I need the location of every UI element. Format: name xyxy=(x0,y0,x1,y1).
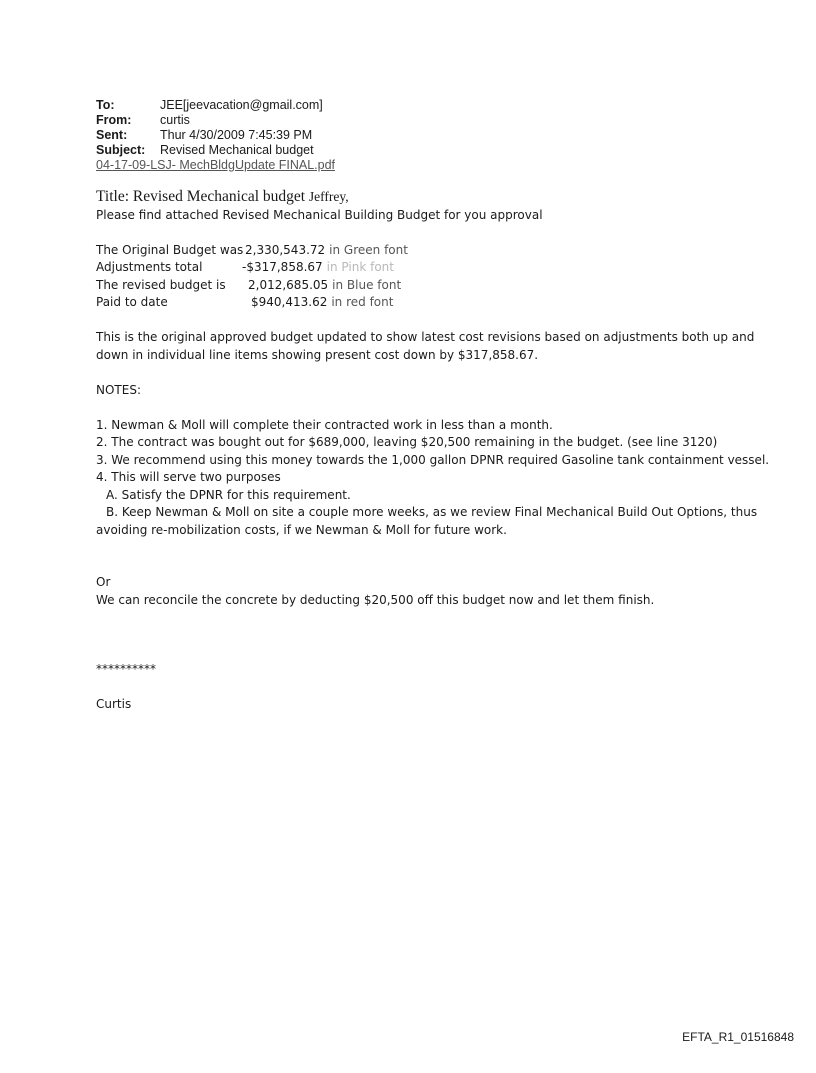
attachment-link[interactable]: 04-17-09-LSJ- MechBldgUpdate FINAL.pdf xyxy=(96,158,336,172)
budget-row-revised xyxy=(96,277,776,295)
budget-label: Paid to date xyxy=(96,295,168,309)
budget-amount: 2,330,543.72 xyxy=(245,242,326,257)
budget-amount: 2,012,685.05 xyxy=(248,277,329,292)
budget-label: Adjustments total xyxy=(96,260,203,274)
document-id: EFTA_R1_01516848 xyxy=(682,1030,794,1044)
subject-row xyxy=(96,143,335,158)
note-item: 2. The contract was bought out for $689,000, leaving $20,500 remaining in the budget. (see line 3120) xyxy=(96,435,718,449)
budget-note: in red font xyxy=(331,295,394,309)
email-body xyxy=(96,188,776,714)
sub-note-item: B. Keep Newman & Moll on site a couple more weeks, as we review Final Mechanical Build Out Options, thus avoiding re-mobilization costs, if we Newman & Moll for future work. xyxy=(96,505,758,537)
signature: Curtis xyxy=(96,697,132,711)
from-row xyxy=(96,113,335,128)
title-line xyxy=(96,188,776,207)
to-value: JEE[jeevacation@gmail.com] xyxy=(160,98,323,112)
sent-row xyxy=(96,128,335,143)
note-item: 3. We recommend using this money towards the 1,000 gallon DPNR required Gasoline tank containment vessel. xyxy=(96,452,770,467)
to-label: To: xyxy=(96,98,115,112)
sub-note-item: A. Satisfy the DPNR for this requirement. xyxy=(106,487,351,502)
budget-row-original xyxy=(96,242,776,260)
budget-amount: $940,413.62 xyxy=(251,295,328,309)
summary-paragraph: This is the original approved budget updated to show latest cost revisions based on adjustments both up and down in individual line items showing present cost down by $317,858.67. xyxy=(96,330,755,362)
subject-label: Subject: xyxy=(96,143,146,157)
subject-value: Revised Mechanical budget xyxy=(160,143,314,157)
notes-heading: NOTES: xyxy=(96,382,141,397)
budget-row-adjustments xyxy=(96,259,776,277)
note-item: 1. Newman & Moll will complete their contracted work in less than a month. xyxy=(96,417,553,432)
from-label: From: xyxy=(96,113,132,127)
budget-amount: -$317,858.67 xyxy=(242,260,323,274)
sent-value: Thur 4/30/2009 7:45:39 PM xyxy=(160,128,313,142)
note-item: 4. This will serve two purposes xyxy=(96,470,281,484)
email-title: Title: Revised Mechanical budget xyxy=(96,188,306,205)
alternative-paragraph: We can reconcile the concrete by deducting $20,500 off this budget now and let them finish. xyxy=(96,592,655,607)
budget-row-paid xyxy=(96,294,776,312)
intro-text: Please find attached Revised Mechanical Building Budget for you approval xyxy=(96,207,543,222)
salutation: Jeffrey, xyxy=(308,189,349,204)
from-value: curtis xyxy=(160,113,190,127)
or-text: Or xyxy=(96,575,111,589)
sent-label: Sent: xyxy=(96,128,128,142)
separator: ********** xyxy=(96,662,156,676)
to-row xyxy=(96,98,335,113)
budget-summary xyxy=(96,242,776,312)
budget-label: The Original Budget was xyxy=(96,242,244,257)
budget-label: The revised budget is xyxy=(96,277,226,292)
budget-note: in Pink font xyxy=(326,260,394,274)
email-header xyxy=(96,98,335,173)
budget-note: in Blue font xyxy=(332,277,402,292)
budget-note: in Green font xyxy=(329,242,408,257)
